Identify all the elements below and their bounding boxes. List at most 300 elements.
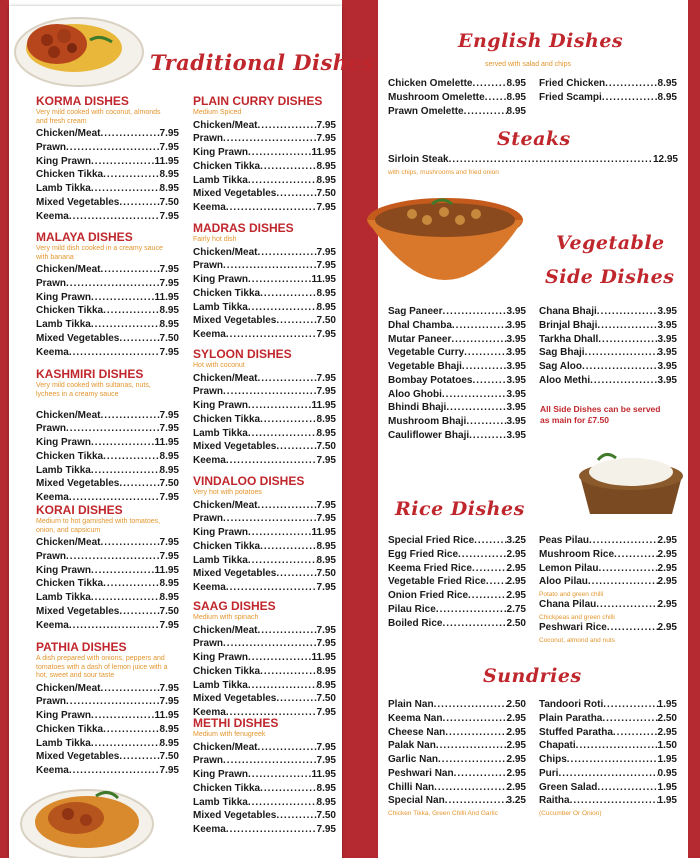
item-name: Tarkha Dhall	[539, 333, 599, 345]
leader-dots	[468, 590, 507, 601]
menu-item	[193, 414, 336, 428]
item-name: Lamb Tikka	[193, 554, 248, 566]
dish-list	[193, 500, 336, 596]
vegetable-title-line1: Vegetable	[556, 232, 665, 254]
leader-dots	[119, 197, 159, 208]
menu-item	[388, 106, 526, 120]
leader-dots	[257, 120, 316, 131]
item-price: 3.95	[506, 429, 526, 441]
item-price: 8.95	[159, 592, 179, 603]
menu-item	[36, 683, 179, 697]
rice-bowl-image	[574, 448, 688, 526]
item-price: 7.50	[316, 810, 336, 822]
item-name: King Prawn	[36, 710, 92, 721]
leader-dots	[226, 824, 317, 835]
item-price: 2.95	[506, 562, 526, 574]
menu-item	[193, 175, 336, 189]
section-title: KORMA DISHES	[36, 94, 129, 108]
item-price: 7.95	[316, 582, 336, 593]
menu-item	[36, 578, 179, 592]
section-title: PATHIA DISHES	[36, 640, 127, 654]
menu-item	[193, 247, 336, 261]
item-price: 11.95	[154, 710, 179, 721]
dish-list	[193, 373, 336, 469]
leader-dots	[69, 211, 160, 222]
item-price: 7.50	[159, 332, 179, 344]
leader-dots	[91, 183, 160, 194]
item-price: 11.95	[311, 147, 336, 158]
menu-item	[193, 428, 336, 442]
left-red-border	[0, 0, 9, 858]
item-name: Fried Scampi	[539, 91, 602, 103]
item-price: 11.95	[311, 400, 336, 411]
menu-item	[36, 410, 179, 424]
menu-item: Cheese Nan ..... 2.95	[388, 727, 526, 741]
item-name: Mushroom Omelette	[388, 91, 485, 103]
leader-dots	[582, 361, 658, 372]
item-name: Keema	[193, 329, 226, 340]
item-price: 11.95	[311, 274, 336, 285]
menu-item	[388, 563, 526, 577]
item-name: Chicken/Meat	[193, 119, 258, 131]
item-name: Prawn Omelette	[388, 105, 464, 117]
menu-item: Mushroom Rice ..... 2.95	[539, 549, 677, 563]
leader-dots	[103, 169, 159, 180]
leader-dots	[442, 389, 507, 400]
menu-item: Tandoori Roti ..... 1.95	[539, 699, 677, 713]
item-price: 7.50	[159, 751, 179, 763]
item-name: Sag Bhaji	[539, 347, 585, 359]
leader-dots	[103, 305, 159, 316]
item-name: Chicken/Meat	[193, 372, 258, 384]
item-name: Chicken Tikka	[193, 540, 261, 552]
leader-dots	[103, 451, 159, 462]
item-name: Mutar Paneer	[388, 333, 452, 345]
menu-item	[36, 347, 179, 361]
item-price: 3.95	[506, 416, 526, 427]
menu-item	[388, 347, 526, 361]
leader-dots	[223, 755, 317, 766]
item-price: 3.95	[657, 306, 677, 317]
section-desc: Very mild cooked with sultanas, nuts, lychees in a creamy sauce	[36, 382, 151, 398]
menu-item: Raitha ..... 1.95	[539, 795, 677, 809]
leader-dots	[91, 710, 155, 721]
item-name: Chicken Tikka	[193, 287, 261, 299]
leader-dots	[223, 133, 317, 144]
item-name: King Prawn	[193, 400, 249, 411]
menu-item	[388, 92, 526, 106]
leader-dots	[260, 414, 316, 425]
menu-item	[193, 769, 336, 783]
leader-dots	[260, 161, 316, 172]
item-price: 7.95	[159, 682, 179, 694]
item-name: Boiled Rice	[388, 617, 443, 629]
leader-dots	[91, 437, 155, 448]
leader-dots	[248, 769, 312, 780]
item-name: Chicken Tikka	[193, 160, 261, 172]
item-name: Prawn	[193, 638, 224, 650]
menu-item	[193, 666, 336, 680]
item-price: 7.50	[316, 188, 336, 200]
leader-dots	[442, 618, 506, 629]
item-name: Keema	[193, 824, 226, 835]
steaks-title: Steaks	[497, 128, 571, 150]
item-name: King Prawn	[36, 564, 92, 576]
leader-dots	[452, 320, 507, 331]
item-price: 7.50	[316, 441, 336, 453]
menu-item	[193, 500, 336, 514]
leader-dots	[119, 333, 159, 344]
item-price: 3.95	[506, 347, 526, 359]
menu-item: Peshwari Nan ..... 2.95	[388, 768, 526, 782]
item-price: 7.95	[316, 624, 336, 636]
item-name: Prawn	[193, 755, 224, 767]
leader-dots	[69, 492, 160, 503]
item-name: Mixed Vegetables	[193, 315, 277, 327]
item-name: Onion Fried Rice	[388, 590, 469, 601]
item-price: 11.95	[154, 564, 179, 576]
item-name: King Prawn	[193, 769, 249, 780]
steak-list	[388, 154, 678, 177]
chickpea-bowl-image	[362, 190, 528, 300]
menu-item	[388, 576, 526, 590]
menu-item	[193, 400, 336, 414]
leader-dots	[91, 292, 155, 303]
item-name: Mixed Vegetables	[36, 605, 120, 617]
item-name: Mixed Vegetables	[193, 693, 277, 705]
leader-dots	[257, 373, 316, 384]
item-price: 7.95	[159, 765, 179, 776]
menu-item	[36, 211, 179, 225]
item-price: 8.95	[657, 78, 677, 89]
leader-dots	[464, 106, 507, 117]
item-name: Bhindi Bhaji	[388, 402, 447, 414]
rice-list-left	[388, 535, 526, 631]
item-name: Lamb Tikka	[193, 796, 248, 808]
leader-dots	[276, 568, 316, 579]
menu-item: Chana Pilau ..... 2.95	[539, 599, 677, 613]
item-price: 11.95	[311, 652, 336, 663]
item-price: 2.95	[506, 576, 526, 588]
menu-item: Aloo Pilau ..... 2.95	[539, 576, 677, 590]
item-name: Chicken/Meat	[193, 741, 258, 753]
leader-dots	[474, 535, 506, 546]
item-price: 7.50	[316, 315, 336, 327]
item-name: Prawn	[36, 423, 67, 435]
item-price: 8.95	[316, 413, 336, 425]
menu-item: Stuffed Paratha ..... 2.95	[539, 727, 677, 741]
section-title: VINDALOO DISHES	[193, 474, 305, 488]
menu-item	[193, 133, 336, 147]
leader-dots	[466, 416, 506, 427]
menu-item	[539, 347, 677, 361]
leader-dots	[226, 202, 317, 213]
leader-dots	[276, 441, 316, 452]
item-price: 7.95	[159, 550, 179, 562]
section-desc: Medium Spiced	[193, 109, 242, 116]
menu-item	[36, 465, 179, 479]
item-price: 8.95	[159, 723, 179, 735]
menu-item	[193, 288, 336, 302]
item-price: 8.95	[316, 301, 336, 313]
section-desc: Medium with spinach	[193, 614, 259, 621]
leader-dots	[69, 765, 160, 776]
leader-dots	[257, 500, 316, 511]
menu-item	[539, 334, 677, 348]
item-name: Mixed Vegetables	[193, 441, 277, 453]
item-name: Mixed Vegetables	[193, 188, 277, 200]
menu-item	[193, 693, 336, 707]
menu-item	[388, 604, 526, 618]
menu-item	[539, 361, 677, 375]
item-price: 8.95	[316, 665, 336, 677]
menu-item	[388, 375, 526, 389]
menu-item	[539, 78, 677, 92]
item-name: Prawn	[193, 386, 224, 398]
item-price: 7.95	[159, 537, 179, 548]
menu-item	[388, 306, 526, 320]
menu-item	[193, 625, 336, 639]
item-price: 7.95	[159, 346, 179, 358]
section-title: SAAG DISHES	[193, 599, 276, 613]
menu-item: Lemon Pilau ..... 2.95	[539, 563, 677, 577]
item-price: 8.95	[316, 679, 336, 691]
item-price: 8.95	[657, 91, 677, 103]
leader-dots	[597, 320, 657, 331]
leader-dots	[248, 652, 312, 663]
leader-dots	[451, 334, 506, 345]
menu-item	[388, 389, 526, 403]
item-price: 7.50	[316, 568, 336, 580]
menu-item	[388, 320, 526, 334]
item-name: King Prawn	[36, 437, 92, 448]
menu-item	[36, 264, 179, 278]
item-price: 8.95	[316, 427, 336, 439]
menu-item	[36, 738, 179, 752]
leader-dots	[597, 306, 658, 317]
item-price: 7.95	[159, 696, 179, 708]
leader-dots	[585, 347, 658, 358]
section-desc: Medium with fenugreek	[193, 731, 266, 738]
item-name: Dhal Chamba	[388, 319, 452, 331]
menu-item	[36, 183, 179, 197]
menu-item	[539, 306, 677, 320]
menu-item	[36, 319, 179, 333]
item-price: 2.75	[506, 603, 526, 615]
leader-dots	[248, 797, 317, 808]
item-price: 7.95	[316, 260, 336, 272]
menu-item	[193, 147, 336, 161]
dish-list	[193, 742, 336, 838]
menu-item	[193, 555, 336, 569]
menu-item	[193, 260, 336, 274]
menu-item	[193, 541, 336, 555]
leader-dots	[276, 188, 316, 199]
leader-dots	[257, 247, 316, 258]
item-price: 7.95	[159, 277, 179, 289]
section-title: KASHMIRI DISHES	[36, 367, 144, 381]
item-name: King Prawn	[193, 652, 249, 663]
leader-dots	[248, 302, 317, 313]
menu-item	[193, 797, 336, 811]
leader-dots	[91, 319, 160, 330]
leader-dots	[462, 361, 507, 372]
item-name: Mixed Vegetables	[36, 478, 120, 490]
leader-dots	[103, 724, 159, 735]
item-price: 3.95	[506, 388, 526, 400]
leader-dots	[100, 683, 159, 694]
menu-item	[388, 402, 526, 416]
item-price: 11.95	[154, 437, 179, 448]
item-price: 8.95	[159, 450, 179, 462]
leader-dots	[248, 400, 312, 411]
leader-dots	[260, 541, 316, 552]
leader-dots	[248, 555, 317, 566]
english-dishes-title: English Dishes	[458, 30, 624, 52]
item-name: Lamb Tikka	[36, 592, 91, 603]
item-name: Keema	[36, 346, 69, 358]
item-name: King Prawn	[193, 274, 249, 285]
leader-dots	[590, 375, 657, 386]
curry-dish-image	[12, 10, 146, 88]
item-price: 3.95	[506, 333, 526, 345]
leader-dots	[223, 638, 317, 649]
menu-item	[36, 142, 179, 156]
item-name: Chicken/Meat	[36, 264, 101, 275]
sundries-list-left	[388, 699, 526, 818]
item-name: Fried Chicken	[539, 78, 606, 89]
menu-item	[193, 527, 336, 541]
menu-item	[539, 92, 677, 106]
item-price: 3.95	[506, 319, 526, 331]
item-price: 2.50	[506, 617, 526, 629]
item-price: 11.95	[154, 155, 179, 167]
leader-dots	[223, 386, 317, 397]
leader-dots	[464, 347, 506, 358]
item-price: 8.95	[316, 782, 336, 794]
english-list-left	[388, 78, 526, 119]
item-price: 7.95	[316, 638, 336, 650]
item-price: 2.95	[506, 590, 526, 601]
item-price: 8.95	[159, 169, 179, 181]
menu-item	[193, 513, 336, 527]
leader-dots	[119, 751, 159, 762]
steak-desc: with chips, mushrooms and fried onion	[388, 168, 499, 176]
leader-dots	[248, 527, 312, 538]
item-price: 11.95	[311, 769, 336, 780]
leader-dots	[248, 428, 317, 439]
menu-item: Plain Paratha ..... 2.50	[539, 713, 677, 727]
item-name: Prawn	[36, 550, 67, 562]
leader-dots	[248, 274, 312, 285]
item-name: Chicken/Meat	[193, 624, 258, 636]
menu-item	[193, 824, 336, 838]
side-dish-note-line1: All Side Dishes can be served	[540, 404, 661, 414]
item-name: Keema	[36, 492, 69, 503]
item-name: Lamb Tikka	[36, 737, 91, 749]
item-name: Egg Fried Rice	[388, 548, 459, 560]
item-price: 7.95	[159, 128, 179, 139]
item-name: Brinjal Bhaji	[539, 319, 598, 331]
menu-item	[36, 751, 179, 765]
menu-item	[388, 78, 526, 92]
section-desc: Very mild dish cooked in a creamy sauce with banana	[36, 245, 163, 261]
menu-item	[36, 197, 179, 211]
item-price: 11.95	[311, 527, 336, 538]
item-name: Lamb Tikka	[193, 679, 248, 691]
item-price: 7.95	[316, 741, 336, 753]
leader-dots	[119, 606, 159, 617]
leader-dots	[223, 513, 317, 524]
leader-dots	[276, 693, 316, 704]
menu-item	[539, 320, 677, 334]
menu-item	[193, 315, 336, 329]
item-price: 8.95	[506, 78, 526, 89]
leader-dots	[91, 565, 155, 576]
dish-list	[36, 264, 179, 360]
leader-dots	[66, 278, 160, 289]
item-price: 3.95	[657, 374, 677, 386]
item-price: 7.50	[159, 196, 179, 208]
menu-item	[193, 638, 336, 652]
menu-item	[36, 478, 179, 492]
dish-list	[36, 683, 179, 779]
leader-dots	[486, 576, 507, 587]
item-name: Chicken Tikka	[193, 413, 261, 425]
item-price: 7.95	[316, 707, 336, 718]
item-price: 7.95	[316, 329, 336, 340]
item-name: King Prawn	[193, 527, 249, 538]
item-name: King Prawn	[36, 291, 92, 303]
item-name: Chicken Tikka	[36, 450, 104, 462]
item-price: 7.95	[316, 119, 336, 131]
item-price: 7.95	[316, 755, 336, 767]
leader-dots	[436, 604, 507, 615]
item-name: Chicken/Meat	[36, 409, 101, 421]
item-price: 7.95	[316, 372, 336, 384]
item-name: Mixed Vegetables	[36, 332, 120, 344]
menu-item	[388, 334, 526, 348]
item-name: Chicken/Meat	[193, 246, 258, 258]
section-title: MALAYA DISHES	[36, 230, 133, 244]
item-name: Chicken/Meat	[36, 537, 101, 548]
menu-item	[36, 696, 179, 710]
section-title: KORAI DISHES	[36, 503, 123, 517]
section-desc: A dish prepared with onions, peppers and tomatoes with a dash of lemon juice with a hot, sweet and sour taste	[36, 655, 168, 679]
side-dish-note	[540, 404, 660, 426]
item-price: 7.95	[159, 423, 179, 435]
item-price: 7.95	[159, 409, 179, 421]
leader-dots	[260, 666, 316, 677]
menu-item	[193, 274, 336, 288]
menu-item	[36, 724, 179, 738]
item-name: Chicken Tikka	[193, 782, 261, 794]
menu-item	[388, 416, 526, 430]
center-red-band	[342, 0, 378, 858]
leader-dots	[69, 620, 160, 631]
leader-dots	[257, 742, 316, 753]
leader-dots	[66, 423, 160, 434]
menu-item: Palak Nan ..... 2.95	[388, 740, 526, 754]
menu-item	[36, 592, 179, 606]
menu-item: Puri ..... 0.95	[539, 768, 677, 782]
menu-item	[193, 202, 336, 216]
dish-list	[36, 410, 179, 506]
item-name: Chicken Tikka	[36, 169, 104, 181]
menu-item	[388, 618, 526, 632]
item-price: 8.95	[159, 183, 179, 194]
item-price: 2.95	[506, 548, 526, 560]
